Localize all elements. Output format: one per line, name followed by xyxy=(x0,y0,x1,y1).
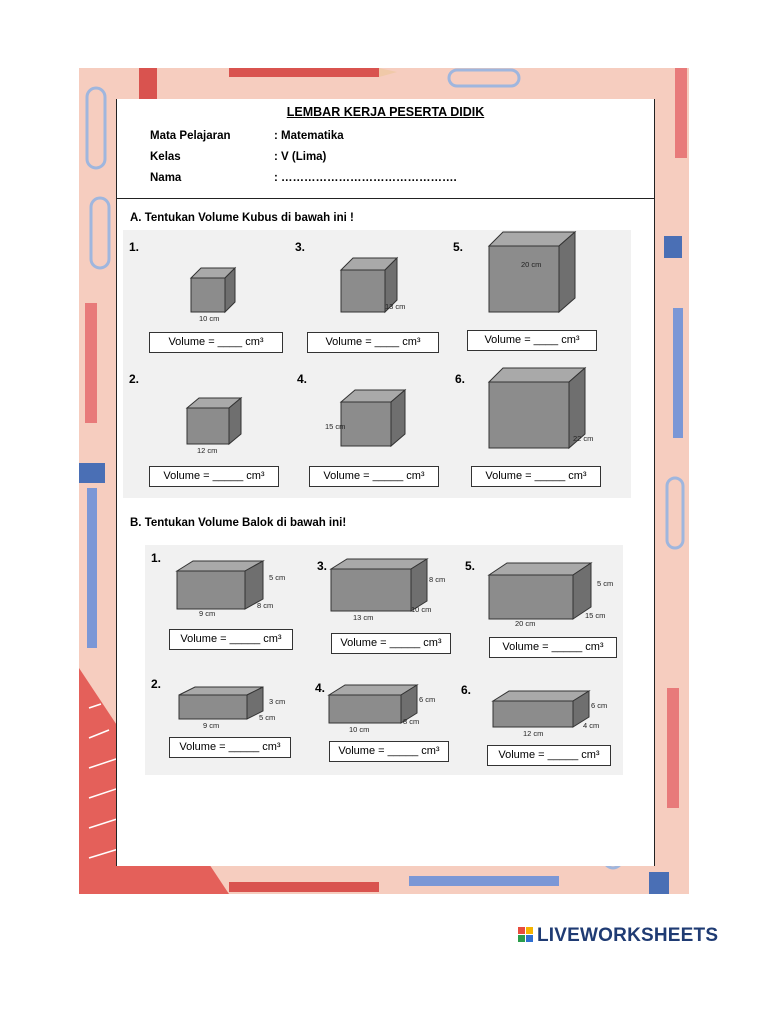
field-label: Nama xyxy=(150,172,182,184)
field-label: Mata Pelajaran xyxy=(150,130,231,142)
answer-box[interactable]: Volume = ____ cm³ xyxy=(149,332,283,353)
cuboid-figure xyxy=(331,559,429,611)
problem-number: 2. xyxy=(151,677,162,691)
pencil-illustration xyxy=(229,882,379,892)
problem-number: 4. xyxy=(315,681,326,695)
field-row xyxy=(150,172,457,184)
answer-box[interactable]: Volume = _____ cm³ xyxy=(169,737,291,758)
section-b-heading: B. Tentukan Volume Balok di bawah ini! xyxy=(130,517,347,529)
dimension-label: 12 cm xyxy=(523,729,544,738)
dimension-label: 8 cm xyxy=(429,575,446,584)
cube-figure xyxy=(341,390,407,446)
pencil-illustration xyxy=(87,488,97,648)
problem-number: 2. xyxy=(129,372,140,386)
answer-box[interactable]: Volume = _____ cm³ xyxy=(487,745,611,766)
pencil-illustration xyxy=(673,308,683,438)
dimension-label: 3 cm xyxy=(269,697,286,706)
liveworksheets-logo xyxy=(518,925,718,947)
dimension-label: 5 cm xyxy=(269,573,286,582)
field-value: : V (Lima) xyxy=(274,151,327,163)
pencil-illustration xyxy=(85,303,97,423)
problem-number: 3. xyxy=(317,559,328,573)
cube-figure xyxy=(187,398,241,444)
pencil-illustration xyxy=(409,876,559,886)
answer-box[interactable]: Volume = ____ cm³ xyxy=(307,332,439,353)
field-row xyxy=(150,151,326,163)
worksheet-paper xyxy=(116,99,655,866)
dimension-label: 8 cm xyxy=(257,601,274,610)
dimension-label: 4 cm xyxy=(583,721,600,730)
problem-number: 3. xyxy=(295,240,306,254)
cuboid-figure xyxy=(489,563,593,619)
dimension-label: 9 cm xyxy=(203,721,220,730)
cube-figure xyxy=(191,268,241,312)
problem-number: 5. xyxy=(453,240,464,254)
problem-number: 1. xyxy=(129,240,140,254)
dimension-label: 10 cm xyxy=(199,314,220,323)
dimension-label: 5 cm xyxy=(259,713,276,722)
cuboid-figure xyxy=(179,687,265,719)
pencil-illustration xyxy=(675,68,687,158)
cube-figure xyxy=(489,232,575,312)
answer-box[interactable]: Volume = _____ cm³ xyxy=(149,466,279,487)
binder-clip-illustration xyxy=(649,872,669,894)
dimension-label: 8 cm xyxy=(403,717,420,726)
cube-figure xyxy=(489,368,585,448)
dimension-label: 10 cm xyxy=(411,605,432,614)
dimension-label: 6 cm xyxy=(591,701,608,710)
answer-box[interactable]: Volume = _____ cm³ xyxy=(489,637,617,658)
problem-number: 5. xyxy=(465,559,476,573)
cuboid-problems-panel xyxy=(145,545,623,775)
problem-number: 4. xyxy=(297,372,308,386)
dimension-label: 6 cm xyxy=(419,695,436,704)
field-value: : Matematika xyxy=(274,130,344,142)
field-label: Kelas xyxy=(150,151,181,163)
problem-number: 6. xyxy=(461,683,472,697)
problem-number: 1. xyxy=(151,551,162,565)
dimension-label: 15 cm xyxy=(325,422,346,431)
dimension-label: 13 cm xyxy=(385,302,406,311)
problem-number: 6. xyxy=(455,372,466,386)
dimension-label: 9 cm xyxy=(199,609,216,618)
worksheet-title: LEMBAR KERJA PESERTA DIDIK xyxy=(286,105,485,119)
answer-box[interactable]: Volume = _____ cm³ xyxy=(169,629,293,650)
brand-text: LIVEWORKSHEETS xyxy=(537,925,719,946)
dimension-label: 10 cm xyxy=(349,725,370,734)
dimension-label: 13 cm xyxy=(353,613,374,622)
answer-box[interactable]: Volume = _____ cm³ xyxy=(309,466,439,487)
header-divider xyxy=(117,198,654,199)
dimension-label: 20 cm xyxy=(521,260,542,269)
cube-problems-panel xyxy=(123,230,631,498)
binder-clip-illustration xyxy=(79,463,105,483)
liveworksheets-icon xyxy=(518,927,534,943)
dimension-label: 12 cm xyxy=(197,446,218,455)
binder-clip-illustration xyxy=(664,236,682,258)
pencil-illustration xyxy=(667,688,679,808)
section-a-heading: A. Tentukan Volume Kubus di bawah ini ! xyxy=(130,212,354,224)
answer-box[interactable]: Volume = _____ cm³ xyxy=(331,633,451,654)
dimension-label: 15 cm xyxy=(585,611,606,620)
answer-box[interactable]: Volume = _____ cm³ xyxy=(471,466,601,487)
dimension-label: 20 cm xyxy=(515,619,536,628)
dimension-label: 22 cm xyxy=(573,434,594,443)
name-field[interactable]: : ………………………………………. xyxy=(274,172,457,184)
dimension-label: 5 cm xyxy=(597,579,614,588)
cuboid-figure xyxy=(493,691,589,727)
field-row xyxy=(150,130,344,142)
answer-box[interactable]: Volume = _____ cm³ xyxy=(329,741,449,762)
cuboid-figure xyxy=(177,561,265,609)
answer-box[interactable]: Volume = ____ cm³ xyxy=(467,330,597,351)
